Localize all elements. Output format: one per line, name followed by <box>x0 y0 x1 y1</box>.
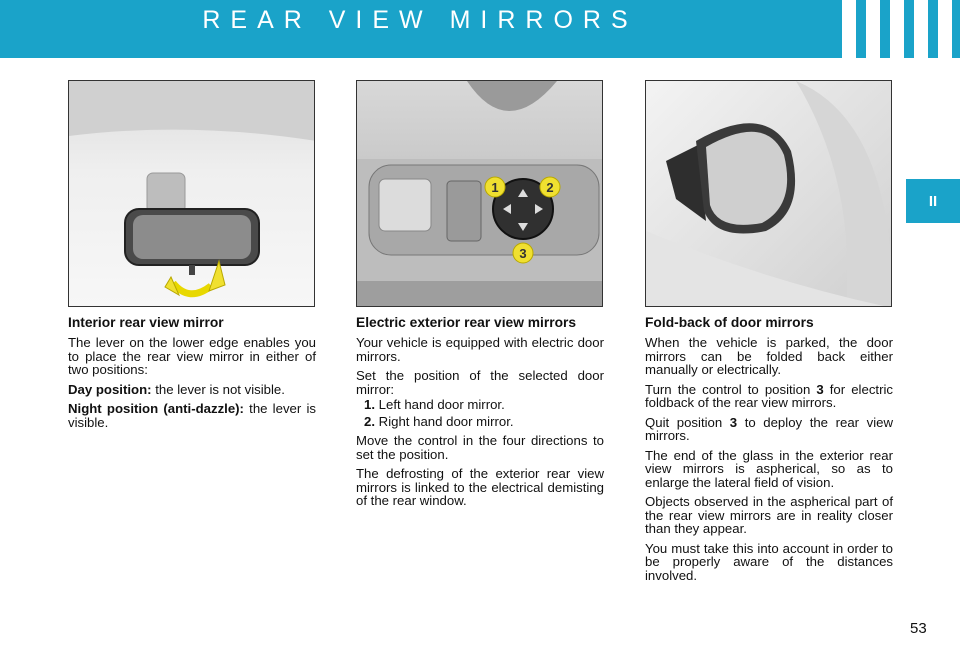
electric-p2: Set the position of the selected door mirror: <box>356 368 604 397</box>
night-position-desc: the lever is visible. <box>68 401 316 430</box>
foldback-p2 <box>645 383 893 410</box>
electric-p4: The defrosting of the exterior rear view mirrors is linked to the electrical demisting of the rear window. <box>356 466 604 508</box>
callout-3: 3 <box>519 246 527 261</box>
foldback-p2b: for electric foldback of the rear view mirrors. <box>645 381 893 410</box>
foldback-p5: Objects observed in the aspherical part of the rear view mirrors are in reality closer than they appear. <box>645 494 893 536</box>
night-position-label: Night position (anti-dazzle): <box>68 401 244 416</box>
day-position-desc: the lever is not visible. <box>151 381 285 397</box>
item1-number: 1. <box>364 397 375 412</box>
interior-mirror-heading: Interior rear view mirror <box>68 315 224 330</box>
page-title: REAR VIEW MIRRORS <box>202 6 638 34</box>
foldback-p1: When the vehicle is parked, the door mirrors can be folded back either manually or electrically. <box>645 335 893 377</box>
foldback-p2a: Turn the control to position <box>645 381 817 397</box>
mirror-control-photo <box>356 80 603 307</box>
page-header <box>0 0 960 58</box>
page-number: 53 <box>910 620 927 637</box>
callout-1: 1 <box>491 180 499 195</box>
foldback-p3a: Quit position <box>645 414 730 430</box>
item2-number: 2. <box>364 413 375 429</box>
foldback-heading: Fold-back of door mirrors <box>645 315 814 330</box>
foldback-p3b: to deploy the rear view mirrors. <box>645 414 893 443</box>
electric-p3: Move the control in the four directions to set the position. <box>356 433 604 462</box>
foldback-p6: You must take this into account in order to be properly aware of the distances involved. <box>645 540 893 583</box>
callout-2: 2 <box>546 180 554 195</box>
door-mirror-illustration <box>646 81 892 307</box>
position-3-ref: 3 <box>816 381 824 397</box>
foldback-p3 <box>645 416 893 443</box>
interior-mirror-illustration <box>69 81 315 307</box>
interior-mirror-intro: The lever on the lower edge enables you to place the rear view mirror in either of two positions: <box>68 335 316 377</box>
position-3-ref-2: 3 <box>729 414 738 430</box>
day-position-label: Day position: <box>68 381 152 397</box>
foldback-p4: The end of the glass in the exterior rear view mirrors is aspherical, so as to enlarge the lateral field of vision. <box>645 447 893 490</box>
electric-mirror-heading: Electric exterior rear view mirrors <box>356 315 577 330</box>
chapter-tab: II <box>906 179 960 223</box>
foldback-section <box>645 316 893 588</box>
electric-p1: Your vehicle is equipped with electric door mirrors. <box>356 335 604 364</box>
night-position-text <box>68 402 316 429</box>
list-item-right-mirror <box>356 415 604 429</box>
item2-text: Right hand door mirror. <box>375 413 514 429</box>
interior-mirror-section <box>68 316 316 435</box>
mirror-control-illustration <box>357 81 603 307</box>
door-mirror-photo <box>645 80 892 307</box>
item1-text: Left hand door mirror. <box>375 397 505 412</box>
header-stripes <box>830 0 960 58</box>
interior-mirror-photo <box>68 80 315 307</box>
list-item-left-mirror <box>356 398 604 412</box>
day-position-text <box>68 383 316 397</box>
electric-mirror-section <box>356 316 604 514</box>
